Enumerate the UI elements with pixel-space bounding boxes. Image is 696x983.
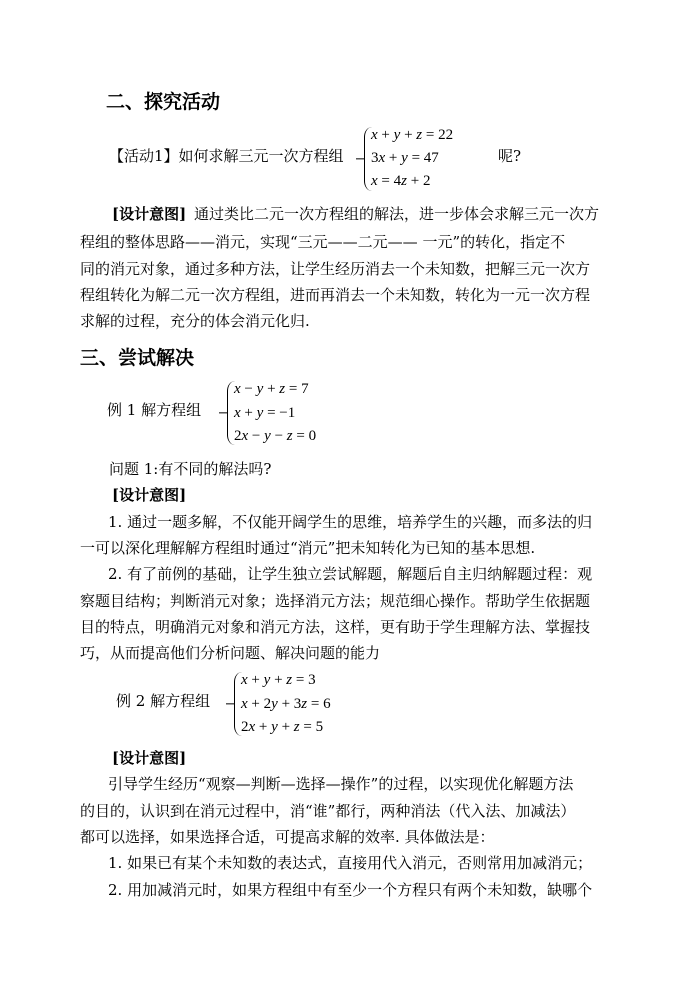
- design3-line-1: 引导学生经历“观察—判断—选择—操作”的过程，以实现优化解题方法: [108, 775, 574, 793]
- example1-equation-3: 2x − y − z = 0: [234, 428, 317, 444]
- design2-line-2: 一可以深化理解解方程组时通过“消元”把未知转化为已知的基本思想.: [80, 539, 536, 557]
- design-intent-label: [设计意图]: [112, 749, 187, 767]
- design1-line-3: 同的消元对象，通过多种方法，让学生经历消去一个未知数，把解三元一次方: [80, 260, 591, 278]
- design2-line-5: 目的特点，明确消元对象和消元方法，这样，更有助于学生理解方法、掌握技: [80, 618, 591, 636]
- design3-line-3: 都可以选择，如果选择合适，可提高求解的效率. 具体做法是：: [80, 828, 495, 846]
- design1-line-1: 通过类比二元一次方程组的解法，进一步体会求解三元一次方: [194, 205, 600, 223]
- design-intent-label: [设计意图]: [112, 486, 187, 504]
- activity1-equation-2: 3x + y = 47: [371, 150, 439, 166]
- activity1-prompt: 【活动1】如何求解三元一次方程组: [109, 147, 344, 165]
- design2-line-6: 巧，从而提高他们分析问题、解决问题的能力: [80, 644, 381, 662]
- example2-equation-2: x + 2y + 3z = 6: [241, 696, 331, 712]
- question-1: 问题 1:有不同的解法吗?: [109, 460, 272, 478]
- example2-equation-1: x + y + z = 3: [241, 672, 316, 688]
- activity1-equation-1: x + y + z = 22: [371, 127, 454, 143]
- design-intent-label: [设计意图]: [112, 205, 187, 223]
- design1-line-2: 程组的整体思路——消元，实现“三元——二元—— 一元”的转化，指定不: [80, 233, 566, 251]
- design2-line-1: 1. 通过一题多解，不仅能开阔学生的思维，培养学生的兴趣，而多法的归: [108, 513, 593, 531]
- example1-equation-2: x + y = −1: [234, 405, 296, 421]
- example1-label: 例 1 解方程组: [107, 401, 202, 419]
- design2-line-4: 察题目结构；判断消元对象；选择消元方法；规范细心操作。帮助学生依据题: [80, 592, 591, 610]
- example2-equation-3: 2x + y + z = 5: [241, 719, 324, 735]
- design3-line-2: 的目的，认识到在消元过程中，消“谁”都行，两种消法（代入法、加减法）: [80, 802, 576, 820]
- activity1-equation-3: x = 4z + 2: [371, 173, 431, 189]
- section-title-try-solve: 三、尝试解决: [80, 347, 195, 369]
- example2-label: 例 2 解方程组: [116, 692, 211, 710]
- example1-equation-1: x − y + z = 7: [234, 381, 309, 397]
- section-title-exploration: 二、探究活动: [106, 91, 221, 113]
- design3-line-5: 2. 用加减消元时，如果方程组中有至少一个方程只有两个未知数，缺哪个: [108, 881, 593, 899]
- design1-line-5: 求解的过程，充分的体会消元化归.: [80, 312, 310, 330]
- design3-line-4: 1. 如果已有某个未知数的表达式，直接用代入消元，否则常用加减消元；: [108, 854, 593, 872]
- design1-line-4: 程组转化为解二元一次方程组，进而再消去一个未知数，转化为一元一次方程: [80, 286, 591, 304]
- activity1-suffix: 呢?: [498, 147, 522, 165]
- design2-line-3: 2. 有了前例的基础，让学生独立尝试解题，解题后自主归纳解题过程：观: [108, 565, 593, 583]
